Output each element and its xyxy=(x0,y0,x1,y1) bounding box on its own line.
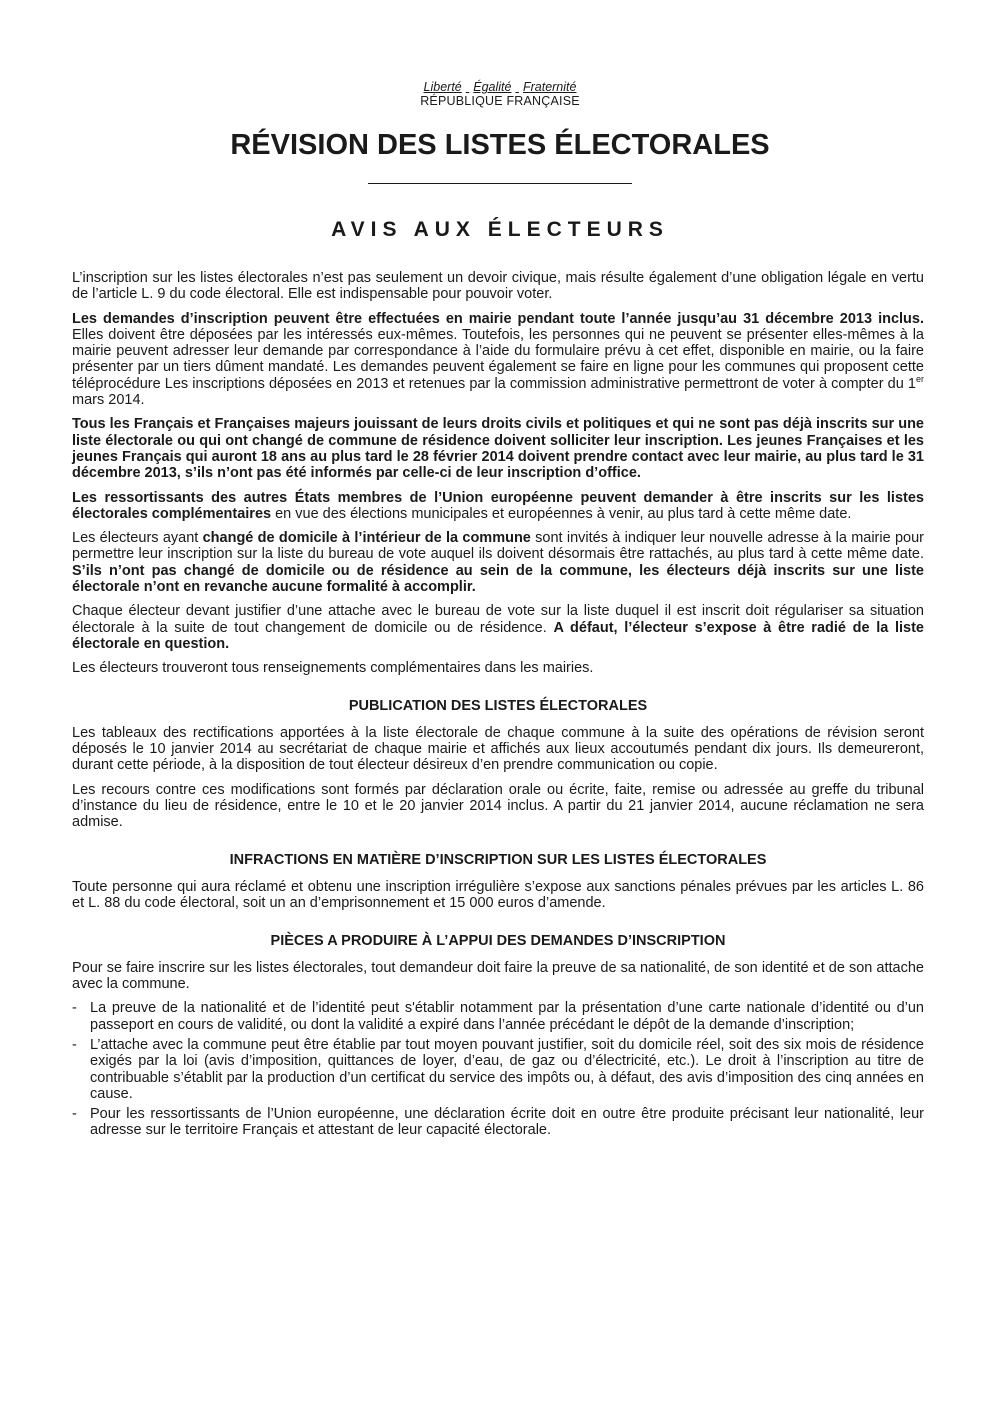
intro-paragraph-4-bold: Les ressortissants des autres États membres de l’Union européenne peuvent demander à être inscrits sur les listes électorales complémentaires xyxy=(72,489,924,522)
infractions-paragraph-1: Toute personne qui aura réclamé et obtenu une inscription irrégulière s’expose aux sanctions pénales prévues par les articles L. 86 et L. 88 du code électoral, soit un an d’emprisonnement et 15 000 euros d’amende. xyxy=(72,878,924,912)
intro-paragraph-1: L’inscription sur les listes électorales n’est pas seulement un devoir civique, mais résulte également d’une obligation légale en vertu de l’article L. 9 du code électoral. Elle est indispensable pour pouvoir voter. xyxy=(72,270,924,303)
intro-paragraph-3-bold: Tous les Français et Françaises majeurs jouissant de leurs droits civils et politiques et qui ne sont pas déjà inscrits sur une liste électorale ou qui ont changé de commune de résidence doivent solliciter leur inscription. Les jeunes Françaises et les jeunes Français qui auront 18 ans au plus tard le 28 février 2014 doivent prendre contact avec leur mairie, au plus tard le 31 décembre 2013, s’ils n’ont pas été informés par celle-ci de leur inscription d’office. xyxy=(72,416,924,482)
pieces-list xyxy=(72,1000,924,1138)
intro-paragraph-2-text: Elles doivent être déposées par les intéressés eux-mêmes. Toutefois, les personnes qui ne peuvent se présenter elles-mêmes à la mairie peuvent adresser leur demande par correspondance à l’aide du formulaire prévu à cet effet, disponible en mairie, ou la faire présenter par un tiers dûment mandaté. Les demandes peuvent également se faire en ligne pour les communes qui proposent cette téléprocédure Les inscriptions déposées en 2013 et retenues par la commission administrative permettront de voter à compter du 1 xyxy=(72,326,924,392)
list-item xyxy=(72,1037,924,1102)
intro-paragraph-5-bold-1: changé de domicile à l’intérieur de la commune xyxy=(202,530,531,547)
intro-paragraph-5-text-a: Les électeurs ayant xyxy=(72,530,203,547)
motto-egalite: Égalité xyxy=(473,80,512,94)
intro-paragraph-5-text-b: sont invités à indiquer leur nouvelle adresse à la mairie pour permettre leur inscription sur la liste du bureau de vote auquel ils doivent désormais être rattachés, au plus tard à cette même date. xyxy=(72,530,925,563)
page-title: RÉVISION DES LISTES ÉLECTORALES xyxy=(230,129,770,161)
republic-name: RÉPUBLIQUE FRANÇAISE xyxy=(420,94,580,108)
list-item-text: La preuve de la nationalité et de l’identité peut s'établir notamment par la présentation d’une carte nationale d’identité ou d’un passeport en cours de validité, ou dont la validité a expiré dans l’année précédant le dépôt de la demande d’inscription; xyxy=(90,1000,924,1033)
intro-paragraph-2-end: mars 2014. xyxy=(72,392,145,409)
list-item xyxy=(72,1000,924,1033)
intro-paragraph-2-sup: er xyxy=(915,373,924,384)
dash-bullet-icon: - xyxy=(72,1000,77,1017)
intro-paragraph-6-bold: A défaut, l’électeur s’expose à être radié de la liste électorale en question. xyxy=(72,619,924,652)
intro-paragraph-3 xyxy=(72,416,924,481)
intro-paragraph-6-text: Chaque électeur devant justifier d’une attache avec le bureau de vote sur la liste duquel il est inscrit doit régulariser sa situation électorale à la suite de tout changement de domicile ou de résidence. xyxy=(72,603,924,636)
republic-motto xyxy=(0,80,1000,94)
intro-paragraph-4 xyxy=(72,490,924,523)
motto-liberte: Liberté xyxy=(423,80,462,94)
publication-paragraph-1: Les tableaux des rectifications apportées à la liste électorale de chaque commune à la suite des opérations de révision seront déposés le 10 janvier 2014 au secrétariat de chaque mairie et affichés aux lieux accoutumés pendant dix jours. Ils demeureront, durant cette période, à la disposition de tout électeur désireux d’en prendre communication ou copie. xyxy=(72,724,924,774)
section-heading-publication: PUBLICATION DES LISTES ÉLECTORALES xyxy=(348,697,648,714)
intro-paragraph-2 xyxy=(72,311,924,409)
notice-body xyxy=(72,270,924,1143)
pieces-paragraph-1: Pour se faire inscrire sur les listes électorales, tout demandeur doit faire la preuve de sa nationalité, de son identité et de son attache avec la commune. xyxy=(72,959,924,993)
intro-paragraph-5-bold-2: S’ils n’ont pas changé de domicile ou de résidence au sein de la commune, les électeurs déjà inscrits sur une liste électorale n’ont en revanche aucune formalité à accomplir. xyxy=(72,562,924,596)
intro-paragraph-2-bold: Les demandes d’inscription peuvent être effectuées en mairie pendant toute l’année jusqu’au 31 décembre 2013 inclus. xyxy=(72,310,924,327)
intro-paragraph-6 xyxy=(72,603,924,652)
list-item-text: Pour les ressortissants de l’Union européenne, une déclaration écrite doit en outre être produite précisant leur nationalité, leur adresse sur le territoire Français et attestant de leur capacité électorale. xyxy=(90,1106,924,1139)
section-heading-pieces: PIÈCES A PRODUIRE À L’APPUI DES DEMANDES D’INSCRIPTION xyxy=(270,932,726,949)
title-divider xyxy=(368,183,632,184)
list-item xyxy=(72,1106,924,1139)
list-item-text: L’attache avec la commune peut être établie par tout moyen pouvant justifier, soit du domicile réel, soit des six mois de résidence exigés par la loi (avis d’imposition, quittances de loyer, d’eau, de gaz ou d’électricité, etc.). Le droit à l’inscription au titre de contribuable s’établit par la production d’un certificat du service des impôts ou, à défaut, des avis d’imposition des cinq années en cause. xyxy=(90,1036,924,1102)
publication-paragraph-2: Les recours contre ces modifications sont formés par déclaration orale ou écrite, faite, remise ou adressée au greffe du tribunal d’instance du lieu de résidence, entre le 10 et le 20 janvier 2014 inclus. A partir du 21 janvier 2014, aucune réclamation ne sera admise. xyxy=(72,781,924,831)
intro-paragraph-7: Les électeurs trouveront tous renseignements complémentaires dans les mairies. xyxy=(72,660,594,677)
page-subtitle: AVIS AUX ÉLECTEURS xyxy=(331,218,669,241)
intro-paragraph-4-text: en vue des élections municipales et européennes à venir, au plus tard à cette même date. xyxy=(271,505,852,522)
motto-fraternite: Fraternité xyxy=(522,80,577,94)
dash-bullet-icon: - xyxy=(72,1106,77,1123)
intro-paragraph-5 xyxy=(72,530,924,595)
section-heading-infractions: INFRACTIONS EN MATIÈRE D’INSCRIPTION SUR LES LISTES ÉLECTORALES xyxy=(229,851,767,868)
dash-bullet-icon: - xyxy=(72,1036,77,1053)
